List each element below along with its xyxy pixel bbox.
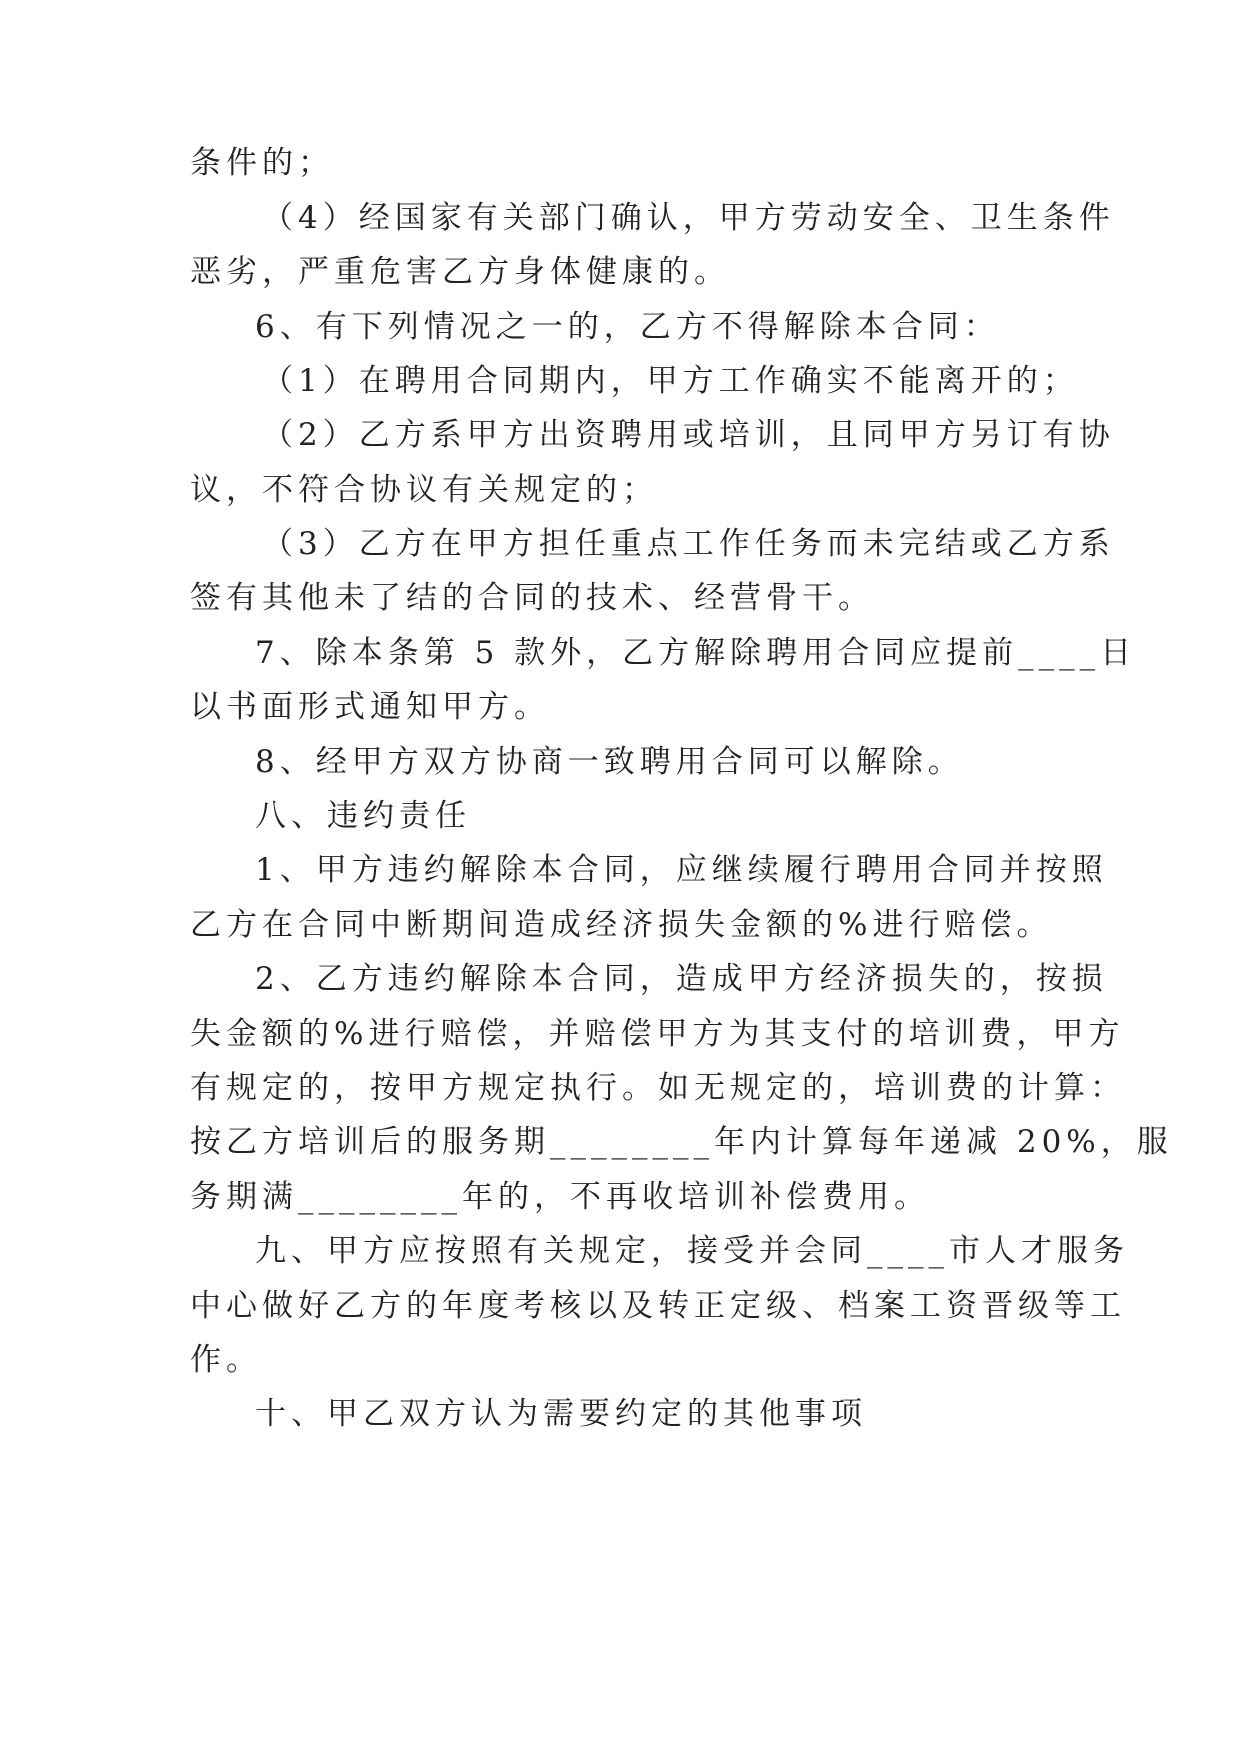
text-line: （2）乙方系甲方出资聘用或培训，且同甲方另订有协 xyxy=(262,417,1115,453)
text-line: 作。 xyxy=(190,1342,262,1378)
text-line: 有规定的，按甲方规定执行。如无规定的，培训费的计算： xyxy=(190,1070,1126,1106)
text-line: 1、甲方违约解除本合同，应继续履行聘用合同并按照 xyxy=(255,852,1108,888)
section-heading: 八、违约责任 xyxy=(255,798,471,834)
text-line: （4）经国家有关部门确认，甲方劳动安全、卫生条件 xyxy=(262,200,1115,236)
text-line: 中心做好乙方的年度考核以及转正定级、档案工资晋级等工 xyxy=(190,1288,1126,1324)
text-line: 8、经甲方双方协商一致聘用合同可以解除。 xyxy=(255,744,964,780)
text-line: 失金额的%进行赔偿，并赔偿甲方为其支付的培训费，甲方 xyxy=(190,1016,1125,1052)
text-line: 务期满________年的，不再收培训补偿费用。 xyxy=(190,1179,930,1215)
text-line: 九、甲方应按照有关规定，接受并会同____市人才服务 xyxy=(255,1233,1129,1269)
text-line: （3）乙方在甲方担任重点工作任务而未完结或乙方系 xyxy=(262,526,1115,562)
text-line: 签有其他未了结的合同的技术、经营骨干。 xyxy=(190,580,874,616)
text-line: 议，不符合协议有关规定的； xyxy=(190,472,658,508)
text-line: 乙方在合同中断期间造成经济损失金额的%进行赔偿。 xyxy=(190,907,1053,943)
text-line: （1）在聘用合同期内，甲方工作确实不能离开的； xyxy=(262,363,1079,399)
text-line: 6、有下列情况之一的，乙方不得解除本合同： xyxy=(255,309,1000,345)
text-line: 按乙方培训后的服务期________年内计算每年递减 20%，服 xyxy=(190,1124,1173,1160)
section-heading: 十、甲乙双方认为需要约定的其他事项 xyxy=(255,1396,867,1432)
text-line: 以书面形式通知甲方。 xyxy=(190,689,550,725)
text-line: 条件的； xyxy=(190,145,334,181)
text-line: 7、除本条第 5 款外，乙方解除聘用合同应提前____日 xyxy=(255,635,1137,671)
text-line: 2、乙方违约解除本合同，造成甲方经济损失的，按损 xyxy=(255,961,1108,997)
text-line: 恶劣，严重危害乙方身体健康的。 xyxy=(190,254,730,290)
